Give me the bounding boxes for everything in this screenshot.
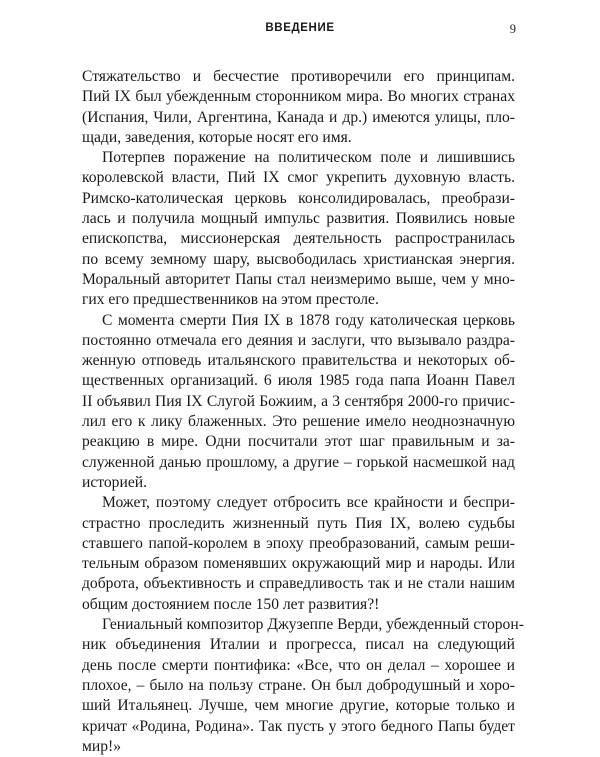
text-line: доброта, объективность и справедливость так и не стали нашим bbox=[82, 575, 515, 593]
text-line: Потерпев поражение на политическом поле и лишившись bbox=[102, 149, 515, 167]
text-line: тельным образом поменявших окружающий мир и народы. Или bbox=[82, 555, 515, 573]
text-line: (Испания, Чили, Аргентина, Канада и др.) имеются улицы, пло- bbox=[82, 108, 515, 126]
paragraph-1 bbox=[82, 67, 515, 148]
text-line: щественных организаций. 6 июля 1985 года папа Иоанн Павел bbox=[82, 372, 515, 390]
page-number: 9 bbox=[509, 22, 516, 36]
text-line: Пий IX был убежденным сторонником мира. Во многих странах bbox=[82, 88, 515, 106]
text-line: историей. bbox=[82, 473, 147, 491]
chapter-title: ВВЕДЕНИЕ bbox=[265, 22, 335, 34]
paragraph-5 bbox=[82, 615, 524, 757]
body-text bbox=[82, 67, 524, 757]
text-line: гих его предшественников на этом престоле. bbox=[82, 291, 379, 309]
paragraph-4 bbox=[82, 493, 515, 615]
text-line: щади, заведения, которые носят его имя. bbox=[82, 128, 352, 146]
text-line: Может, поэтому следует отбросить все крайности и беспри- bbox=[102, 494, 515, 512]
text-line: мир!» bbox=[82, 737, 121, 755]
text-line: женную отповедь итальянского правительства и некоторых об- bbox=[82, 352, 515, 370]
text-line: С момента смерти Пия IX в 1878 году католическая церковь bbox=[102, 311, 515, 329]
text-line: II объявил Пия IX Слугой Божиим, а 3 сентября 2000-го причис- bbox=[82, 392, 515, 410]
text-line: реакцию в мире. Одни посчитали этот шаг правильным и за- bbox=[82, 433, 515, 451]
text-line: служенной данью прошлому, а другие – горькой насмешкой над bbox=[82, 453, 515, 471]
text-line: Гениальный композитор Джузеппе Верди, убежденный сторон- bbox=[102, 616, 524, 634]
text-line: общим достоянием после 150 лет развития?! bbox=[82, 595, 380, 613]
text-line: ставшего папой-королем в эпоху преобразований, самым реши- bbox=[82, 534, 515, 552]
text-line: страстно проследить жизненный путь Пия IX, волею судьбы bbox=[82, 514, 515, 532]
text-line: по всему земному шару, высвободилась христианская энергия. bbox=[82, 250, 515, 268]
paragraph-2 bbox=[82, 148, 515, 310]
text-line: плохое, – было на пользу стране. Он был добродушный и хоро- bbox=[82, 676, 515, 694]
text-line: Римско-католическая церковь консолидировалась, преобрази- bbox=[82, 189, 515, 207]
text-line: ник объединения Италии и прогресса, писал на следующий bbox=[82, 636, 515, 654]
text-line: Моральный авторитет Папы стал неизмеримо выше, чем у мно- bbox=[82, 270, 515, 288]
text-line: лась и получила мощный импульс развития. Появились новые bbox=[82, 210, 515, 228]
text-line: королевской власти, Пий IX смог укрепить духовную власть. bbox=[82, 169, 515, 187]
text-line: день после смерти понтифика: «Все, что он делал – хорошее и bbox=[82, 656, 515, 674]
text-line: постоянно отмечала его деяния и заслуги, что вызывало раздра- bbox=[82, 331, 515, 349]
paragraph-3 bbox=[82, 311, 515, 494]
text-line: Стяжательство и бесчестие противоречили его принципам. bbox=[82, 68, 515, 85]
text-line: епископства, миссионерская деятельность распространилась bbox=[82, 230, 515, 248]
text-line: кричат «Родина, Родина». Так пусть у этого бедного Папы будет bbox=[82, 717, 515, 735]
text-line: ший Итальянец. Лучше, чем многие другие, которые только и bbox=[82, 697, 515, 715]
text-line: лил его к лику блаженных. Это решение имело неоднозначную bbox=[82, 413, 515, 431]
running-header bbox=[0, 22, 600, 42]
